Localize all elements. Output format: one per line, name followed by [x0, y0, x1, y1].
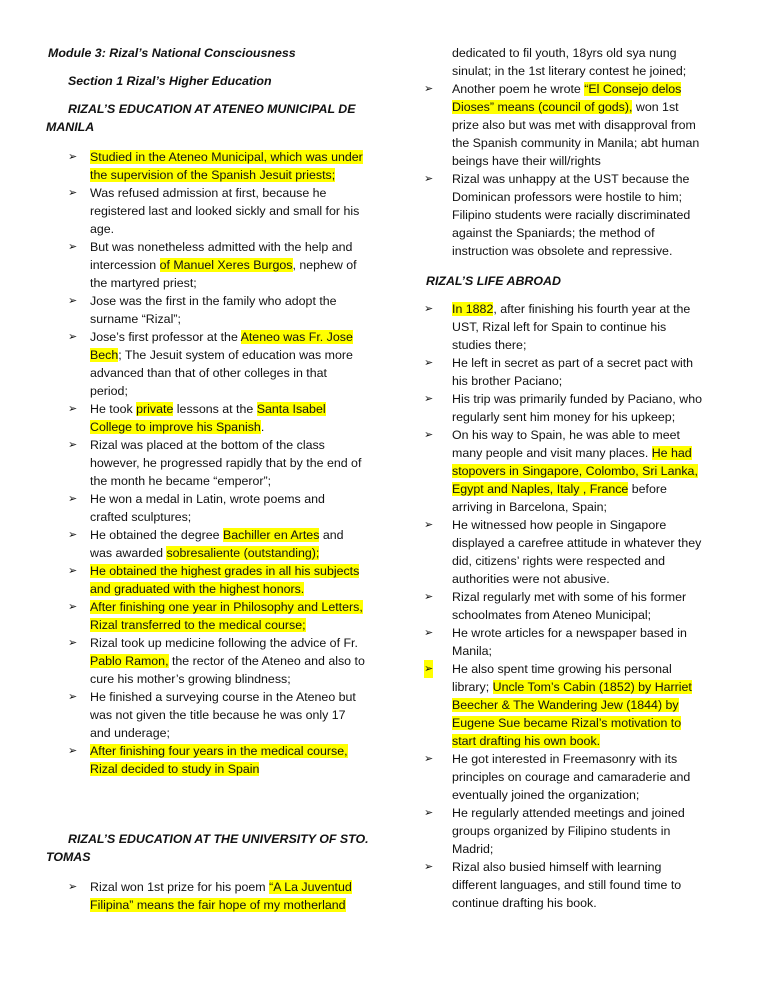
item-text: Rizal was placed at the bottom of the class however, he progressed rapidly that by the end of the month he became “emperor”; — [90, 438, 362, 488]
arrow-bullet-icon: ➢ — [68, 881, 78, 893]
list-item — [46, 634, 366, 688]
item-text: Rizal regularly met with some of his former schoolmates from Ateneo Municipal; — [452, 590, 687, 622]
item-text: He took — [90, 402, 137, 416]
list-item — [402, 660, 702, 750]
list-item — [46, 400, 366, 436]
item-text: Rizal was unhappy at the UST because the Dominican professors were hostile to him; Filipino students were racially discriminated against the Spaniards; the method of instruction was obsolete and repressive. — [452, 172, 691, 258]
list-item — [402, 588, 702, 624]
arrow-bullet-icon: ➢ — [424, 753, 434, 765]
ust-heading — [46, 830, 376, 866]
item-text: the rector of the Ateneo and also to cure his mother’s growing blindness; — [90, 654, 365, 686]
item-text: But was nonetheless admitted with the help and intercession — [90, 240, 353, 272]
item-text: , after finishing his fourth year at the UST, Rizal left for Spain to continue his studies there; — [452, 302, 691, 352]
item-text: He also spent time growing his personal library; — [452, 662, 672, 694]
ateneo-heading-line1: RIZAL’S EDUCATION AT ATENEO MUNICIPAL DE — [68, 102, 356, 116]
highlighted-text: “A La Juventud Filipina” means the fair hope of my motherland — [90, 880, 352, 912]
arrow-bullet-icon: ➢ — [424, 519, 434, 531]
highlighted-text: He obtained the highest grades in all his subjects and graduated with the highest honors. — [90, 564, 360, 596]
arrow-bullet-icon: ➢ — [424, 591, 434, 603]
arrow-bullet-icon: ➢ — [424, 429, 434, 441]
arrow-bullet-icon: ➢ — [68, 439, 78, 451]
arrow-bullet-icon: ➢ — [424, 83, 434, 95]
list-item — [46, 526, 366, 562]
item-text: Another poem he wrote — [452, 82, 585, 96]
arrow-bullet-icon: ➢ — [424, 660, 433, 678]
section-title: Section 1 Rizal’s Higher Education — [68, 74, 272, 88]
arrow-bullet-icon: ➢ — [68, 565, 78, 577]
list-item — [46, 598, 366, 634]
module-title: Module 3: Rizal’s National Consciousness — [48, 46, 296, 60]
list-item — [46, 328, 366, 400]
list-item — [46, 238, 366, 292]
item-text: He witnessed how people in Singapore displayed a carefree attitude in whatever they did, citizens’ rights were respected and authorities were not abusive. — [452, 518, 702, 586]
highlighted-text: He had stopovers in Singapore, Colombo, Sri Lanka, Egypt and Naples, Italy , France — [452, 446, 698, 496]
arrow-bullet-icon: ➢ — [68, 637, 78, 649]
arrow-bullet-icon: ➢ — [424, 627, 434, 639]
arrow-bullet-icon: ➢ — [424, 357, 434, 369]
ust-heading-line1: RIZAL’S EDUCATION AT THE UNIVERSITY OF STO. — [68, 832, 369, 846]
list-item — [46, 184, 366, 238]
list-item-continued — [402, 44, 702, 80]
item-text: Rizal also busied himself with learning different languages, and still found time to continue drafting his book. — [452, 860, 682, 910]
item-text: Jose was the first in the family who adopt the surname “Rizal”; — [90, 294, 337, 326]
list-item — [402, 858, 702, 912]
ateneo-list — [46, 148, 366, 778]
list-item — [402, 624, 702, 660]
arrow-bullet-icon: ➢ — [68, 745, 78, 757]
arrow-bullet-icon: ➢ — [68, 403, 78, 415]
arrow-bullet-icon: ➢ — [68, 331, 78, 343]
highlighted-text: Uncle Tom’s Cabin (1852) by Harriet Beecher & The Wandering Jew (1844) by Eugene Sue became Rizal’s motivation to start drafting his own book. — [452, 680, 692, 748]
arrow-bullet-icon: ➢ — [68, 151, 78, 163]
list-item — [46, 878, 366, 914]
list-item — [46, 436, 366, 490]
list-item — [402, 804, 702, 858]
list-item — [402, 390, 702, 426]
list-item — [402, 426, 702, 516]
list-item — [402, 516, 702, 588]
list-item — [402, 354, 702, 390]
arrow-bullet-icon: ➢ — [68, 241, 78, 253]
list-item — [402, 300, 702, 354]
list-item — [46, 562, 366, 598]
list-item — [46, 742, 366, 778]
highlighted-text: private — [136, 402, 174, 416]
item-text: lessons at the — [173, 402, 257, 416]
arrow-bullet-icon: ➢ — [68, 493, 78, 505]
item-text: He regularly attended meetings and joined groups organized by Filipino students in Madrid; — [452, 806, 685, 856]
highlighted-text: After finishing one year in Philosophy and Letters, Rizal transferred to the medical course; — [90, 600, 363, 632]
arrow-bullet-icon: ➢ — [424, 173, 434, 185]
highlighted-text: In 1882 — [452, 302, 494, 316]
arrow-bullet-icon: ➢ — [68, 601, 78, 613]
list-item — [402, 750, 702, 804]
ateneo-heading — [46, 100, 376, 136]
highlighted-text: After finishing four years in the medical course, Rizal decided to study in Spain — [90, 744, 348, 776]
arrow-bullet-icon: ➢ — [424, 303, 434, 315]
list-item — [46, 490, 366, 526]
ust-heading-line2: TOMAS — [46, 850, 91, 864]
list-item — [46, 148, 366, 184]
item-text: Rizal won 1st prize for his poem — [90, 880, 270, 894]
item-text: Was refused admission at first, because he registered last and looked sickly and small for his age. — [90, 186, 360, 236]
highlighted-text: “El Consejo delos Dioses” means (council of gods), — [452, 82, 682, 114]
highlighted-text: sobresaliente (outstanding); — [166, 546, 320, 560]
list-item — [46, 688, 366, 742]
item-text: ; The Jesuit system of education was more advanced than that of other colleges in that period; — [90, 348, 353, 398]
item-text: , nephew of the martyred priest; — [90, 258, 357, 290]
arrow-bullet-icon: ➢ — [424, 861, 434, 873]
arrow-bullet-icon: ➢ — [68, 529, 78, 541]
item-text: He got interested in Freemasonry with its principles on courage and camaraderie and eventually joined the organization; — [452, 752, 691, 802]
arrow-bullet-icon: ➢ — [68, 187, 78, 199]
ust-list-start — [46, 878, 366, 914]
list-item — [46, 292, 366, 328]
item-text: won 1st prize also but was met with disapproval from the Spanish community in Manila; abt human beings have their will/rights — [452, 100, 700, 168]
item-text: He wrote articles for a newspaper based in Manila; — [452, 626, 687, 658]
ateneo-heading-line2: MANILA — [46, 120, 95, 134]
item-text: dedicated to fil youth, 18yrs old sya nung sinulat; in the 1st literary contest he joined; — [452, 46, 687, 78]
item-text: Rizal took up medicine following the advice of Fr. — [90, 636, 358, 650]
highlighted-text: Pablo Ramon, — [90, 654, 169, 668]
abroad-list — [402, 300, 702, 912]
arrow-bullet-icon: ➢ — [424, 807, 434, 819]
highlighted-text: Santa Isabel College to improve his Spanish — [90, 402, 326, 434]
item-text: His trip was primarily funded by Paciano, who regularly sent him money for his upkeep; — [452, 392, 702, 424]
item-text: and was awarded — [90, 528, 344, 560]
highlighted-text: Ateneo was Fr. Jose Bech — [90, 330, 353, 362]
ust-list-continued — [402, 44, 702, 260]
item-text: He obtained the degree — [90, 528, 223, 542]
arrow-bullet-icon: ➢ — [68, 295, 78, 307]
item-text: before arriving in Barcelona, Spain; — [452, 482, 667, 514]
list-item — [402, 80, 702, 170]
arrow-bullet-icon: ➢ — [68, 691, 78, 703]
highlighted-text: Bachiller en Artes — [222, 528, 320, 542]
item-text: He finished a surveying course in the Ateneo but was not given the title because he was only 17 and underage; — [90, 690, 356, 740]
item-text: He won a medal in Latin, wrote poems and crafted sculptures; — [90, 492, 325, 524]
highlighted-text: of Manuel Xeres Burgos — [159, 258, 293, 272]
item-text: On his way to Spain, he was able to meet many people and visit many places. — [452, 428, 680, 460]
abroad-heading: RIZAL’S LIFE ABROAD — [426, 274, 561, 288]
item-text: . — [260, 420, 265, 434]
highlighted-text: Studied in the Ateneo Municipal, which was under the supervision of the Spanish Jesuit priests; — [90, 150, 363, 182]
list-item — [402, 170, 702, 260]
arrow-bullet-icon: ➢ — [424, 393, 434, 405]
item-text: Jose’s first professor at the — [90, 330, 241, 344]
item-text: He left in secret as part of a secret pact with his brother Paciano; — [452, 356, 694, 388]
